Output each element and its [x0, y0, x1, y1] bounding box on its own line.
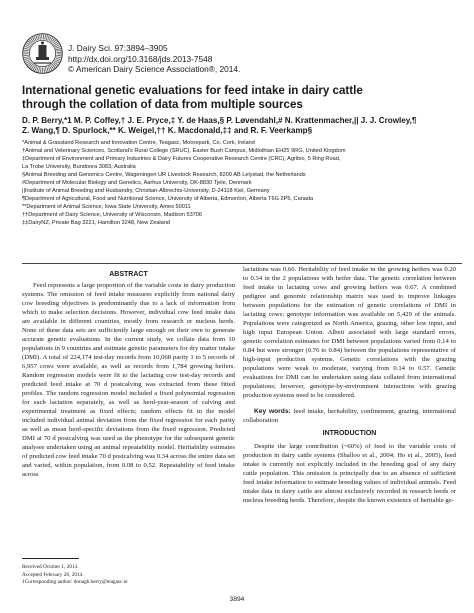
journal-citation: J. Dairy Sci. 97:3894–3905 — [68, 43, 168, 53]
affiliation: #Department of Molecular Biology and Genetics, Aarhus University, DK-8830 Tjele, Denmark — [22, 179, 252, 186]
title-line: International genetic evaluations for feed intake in dairy cattle — [22, 84, 363, 97]
left-column — [22, 266, 235, 480]
section-divider — [22, 263, 462, 264]
affiliation: †Animal and Veterinary Sciences, Scotland's Rural College (SRUC), Easter Bush Campus, Midlothian EH25 9RG, United Kingdom — [22, 147, 346, 154]
right-column — [243, 266, 456, 506]
footnotes — [22, 564, 222, 587]
seal-graphic — [22, 33, 63, 74]
received-date: Received October 1, 2013. — [22, 564, 79, 570]
title-line: through the collation of data from multiple sources — [22, 97, 303, 111]
affiliation: ¶Department of Agricultural, Food and Nutritional Science, University of Alberta, Edmonton, Alberta T6G 2P5, Canada — [22, 195, 314, 202]
abstract-heading: ABSTRACT — [109, 270, 148, 278]
affiliation: **Department of Animal Science, Iowa State University, Ames 50011 — [22, 203, 191, 210]
copyright-notice: © American Dairy Science Association®, 2014. — [68, 64, 241, 74]
corresponding-author: 1Corresponding author: donagh.berry@teagasc.ie — [22, 579, 128, 585]
affiliation: ††Department of Dairy Science, University of Wisconsin, Madison 53706 — [22, 211, 203, 218]
journal-seal-logo — [22, 33, 63, 74]
introduction-text: Despite the large contribution (~60%) of feed to the variable costs of production in dairy cattle systems (Shalloo et al., 2004; Ho et al., 2005), feed intake is currently not explicitly included in the breeding goal of any dairy cattle population. This omission is principally due to an absence of sufficient feed intake information to estimate breeding values of individual animals. Feed intake data in dairy cattle are almost exclusively recorded in research herds or nucleus breeding herds. Therefore, despite the known existence of heritable ge- — [243, 443, 456, 505]
affiliation: ‡‡DairyNZ, Private Bag 3221, Hamilton 3248, New Zealand — [22, 219, 170, 226]
footnote-rule — [22, 558, 79, 559]
affiliations — [22, 139, 467, 228]
keywords-label: Key words: — [254, 407, 291, 415]
accepted-date: Accepted February 28, 2014. — [22, 571, 84, 578]
author-line: Z. Wang,¶ D. Spurlock,** K. Weigel,†† K. Macdonald,‡‡ and R. F. Veerkamp§ — [22, 126, 313, 136]
affiliation: ||Institute of Animal Breeding and Husbandry, Christian-Albrechts-University, D-24118 Kiel, Germany — [22, 187, 270, 194]
keywords-text: feed intake, heritability, confinement, grazing, international collaboration — [243, 407, 456, 424]
author-list — [22, 116, 467, 136]
affiliation: *Animal & Grassland Research and Innovation Centre, Teagasc, Moorepark, Co. Cork, Ireland — [22, 139, 255, 146]
doi-link[interactable]: http://dx.doi.org/10.3168/jds.2013-7548 — [68, 53, 213, 64]
author-line: D. P. Berry,*1 M. P. Coffey,† J. E. Pryce,‡ Y. de Haas,§ P. Løvendahl,# N. Krattenmacher,|| J. J. Crowley,¶ — [22, 116, 417, 125]
keywords — [243, 408, 456, 426]
affiliation: ‡Department of Environment and Primary Industries & Dairy Futures Cooperative Research Centre (CRC), Agribio, 5 Ring Road, — [22, 155, 341, 162]
abstract-continuation: lactations was 0.66. Heritability of feed intake in the growing heifers was 0.20 to 0.34 in the 2 populations with heifer data. The genetic correlation between feed intake in lactating cows and growing heifers was 0.67. A combined pedigree and genomic relationship matrix was used to improve linkages between populations for the estimation of genetic correlations of DMI in lactating cows; genotype information was available on 5,429 of the animals. Populations were categorized as North America, grazing, other low input, and high input European Union. Albeit associated with large standard errors, genetic correlation estimates for DMI between populations varied from 0.14 to 0.84 but were stronger (0.76 to 0.84) between the populations representative of high-input production systems. Genetic correlations with the grazing populations were weak to moderate, varying from 0.14 to 0.57. Genetic evaluations for DMI can be undertaken using data collated from international populations; however, genotype-by-environment interactions with grazing production systems need to be considered. — [243, 266, 456, 399]
introduction-heading: INTRODUCTION — [322, 430, 377, 438]
affiliation: La Trobe University, Bundoora 3083, Australia — [22, 163, 136, 170]
article-title — [22, 84, 462, 112]
abstract-text: Feed represents a large proportion of the variable costs in dairy production systems. The omission of feed intake measures explicitly from national dairy cow breeding objectives is predominantly due to a lack of information from which to make selection decisions. However, individual cow feed intake data are available in different countries, mostly from research or nucleus herds. None of these data sets are sufficiently large enough on their own to generate accurate genetic evaluations. In the current study, we collate data from 10 populations in 9 countries and estimate genetic parameters for dry matter intake (DMI). A total of 224,174 test-day records from 10,068 parity 1 to 5 records of 6,957 cows were available, as well as records from 1,784 growing heifers. Random regression models were fit to the lactating cow test-day records and predicted feed intake at 70 d postcalving was extracted from these fitted profiles. The random regression model included a fixed polynomial regression for each lactation separately, as well as herd-year-season of calving and experimental treatment as fixed effects; random effects fit in the model included individual animal deviation from the fixed regression for each parity as well as mean herd-specific deviations from the fixed regression. Predicted DMI at 70 d postcalving was used as the phenotype for the subsequent genetic analyses undertaken using an animal repeatability model. Heritability estimates of predicted cow feed intake 70 d postcalving was 0.34 across the entire data set and varied, within population, from 0.08 to 0.52. Repeatability of feed intake across — [22, 282, 235, 478]
affiliation: §Animal Breeding and Genomics Centre, Wageningen UR Livestock Research, 8200 AB Lelystad, the Netherlands — [22, 171, 306, 178]
page-number: 3894 — [229, 596, 245, 603]
